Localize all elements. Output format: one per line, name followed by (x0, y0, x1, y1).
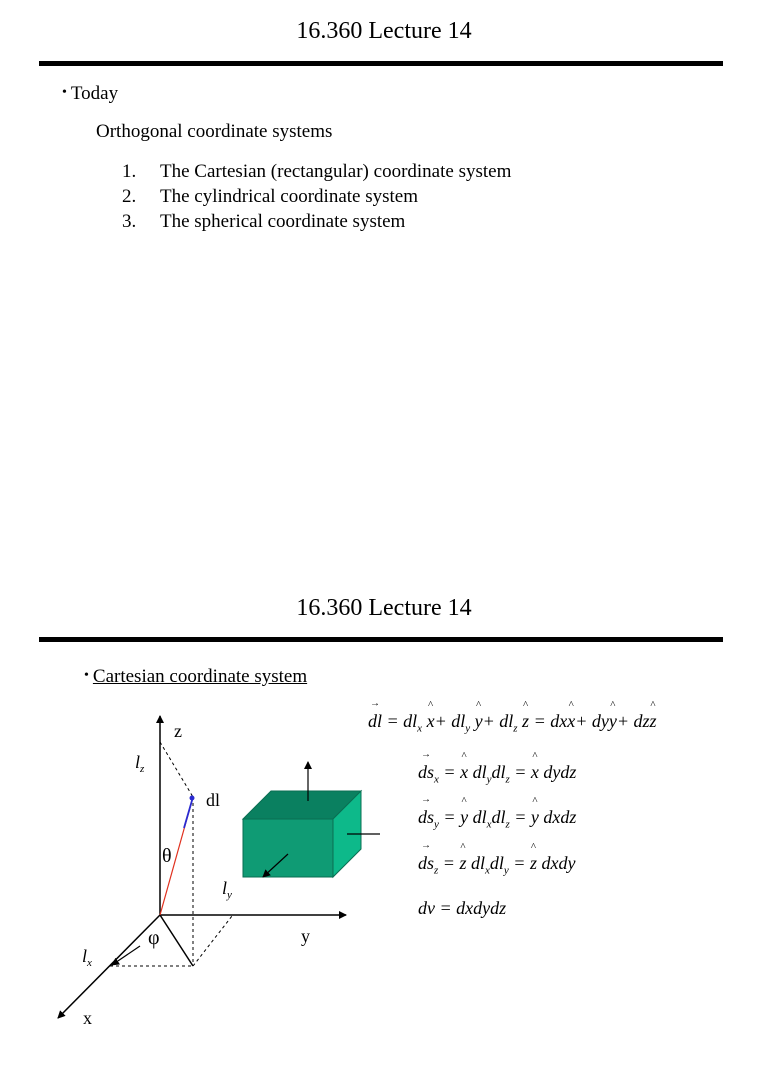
eq-term: + dl (434, 711, 466, 731)
y-axis-label: y (301, 926, 310, 946)
eq-term: = (442, 853, 455, 873)
volume-element-box (243, 791, 361, 877)
eq-term: dl (470, 853, 485, 873)
bullet-dot-icon: • (84, 668, 89, 683)
eq-unit: ^ z (530, 853, 537, 874)
equation-dv: dv = dxdydz (418, 898, 507, 918)
eq-sub: x (484, 864, 490, 877)
bullet-text: Today (70, 83, 119, 104)
slide-2 (0, 576, 768, 1088)
numbered-list (122, 159, 511, 234)
eq-sub: z (505, 773, 510, 786)
eq-sub: z (513, 722, 518, 735)
eq-term: → ds (418, 853, 434, 874)
bullet-today (62, 83, 118, 105)
eq-unit: ^ y (475, 711, 483, 732)
eq-term: = (514, 807, 527, 827)
list-number: 2. (122, 186, 137, 207)
eq-unit: ^ z (650, 711, 657, 732)
eq-unit: ^ x (531, 762, 539, 783)
eq-sub: y (486, 773, 492, 786)
cartesian-diagram (0, 694, 380, 1024)
section-subtitle: Orthogonal coordinate systems (96, 121, 333, 142)
equation-dsz (418, 853, 575, 877)
eq-sub: x (434, 773, 439, 786)
ly-label: $l_y$ (222, 878, 232, 901)
list-item (122, 159, 511, 184)
bullet-text: Cartesian coordinate system (92, 666, 308, 687)
dl-point (190, 796, 195, 801)
projection-line (193, 916, 232, 966)
eq-term: dydz (543, 762, 577, 782)
eq-term: dl (491, 807, 506, 827)
eq-term: = dx (533, 711, 568, 731)
slide-title: 16.360 Lecture 14 (296, 18, 472, 44)
eq-term: = (513, 853, 526, 873)
eq-unit: ^ z (459, 853, 466, 874)
list-text: The cylindrical coordinate system (160, 186, 418, 207)
list-text: The Cartesian (rectangular) coordinate system (160, 161, 512, 182)
eq-term: = dl (386, 711, 418, 731)
eq-sub: x (417, 722, 423, 735)
bullet-dot-icon: • (62, 85, 67, 100)
eq-term: + dz (616, 711, 650, 731)
list-number: 1. (122, 161, 137, 182)
eq-sub: y (503, 864, 509, 877)
eq-term: = (514, 762, 527, 782)
slide-title: 16.360 Lecture 14 (296, 595, 472, 621)
equation-dsx (418, 762, 576, 786)
eq-unit: ^ y (460, 807, 468, 828)
eq-sub: y (465, 722, 471, 735)
eq-term: → dl (368, 711, 382, 732)
eq-unit: ^ y (609, 711, 617, 732)
eq-term: dl (491, 762, 506, 782)
eq-unit: ^ y (531, 807, 539, 828)
x-axis (58, 915, 160, 1018)
eq-term: + dy (575, 711, 609, 731)
eq-term: + dl (482, 711, 514, 731)
eq-term: = (443, 762, 456, 782)
list-item (122, 209, 511, 234)
eq-unit: ^ x (567, 711, 575, 732)
equation-dl (368, 711, 657, 735)
eq-term: dxdz (543, 807, 577, 827)
eq-term: dl (489, 853, 504, 873)
eq-term: → ds (418, 762, 434, 783)
eq-sub: z (505, 818, 510, 831)
dl-vector (184, 797, 193, 828)
title-divider (39, 61, 723, 66)
eq-sub: y (434, 818, 439, 831)
bullet-cartesian (84, 666, 307, 688)
eq-sub: x (486, 818, 492, 831)
eq-term: = (443, 807, 456, 827)
projection-line (160, 742, 193, 797)
xy-projection-line (160, 915, 193, 966)
eq-term: → ds (418, 807, 434, 828)
list-item (122, 184, 511, 209)
list-number: 3. (122, 211, 137, 232)
eq-term: dl (472, 762, 487, 782)
eq-term: dl (472, 807, 487, 827)
eq-term: dxdy (541, 853, 576, 873)
lz-label: $l_z$ (135, 752, 145, 775)
lx-label: $l_x$ (82, 946, 92, 969)
dl-label: dl (206, 790, 221, 810)
eq-unit: ^ z (522, 711, 529, 732)
x-axis-label: x (83, 1008, 92, 1024)
equation-dsy (418, 807, 576, 831)
slide-1 (0, 0, 768, 512)
theta-label: θ (162, 845, 172, 867)
eq-sub: z (434, 864, 439, 877)
list-text: The spherical coordinate system (160, 211, 406, 232)
phi-label: φ (148, 927, 160, 949)
eq-unit: ^ x (427, 711, 435, 732)
title-divider (39, 637, 723, 642)
z-axis-label: z (174, 721, 182, 741)
eq-unit: ^ x (460, 762, 468, 783)
